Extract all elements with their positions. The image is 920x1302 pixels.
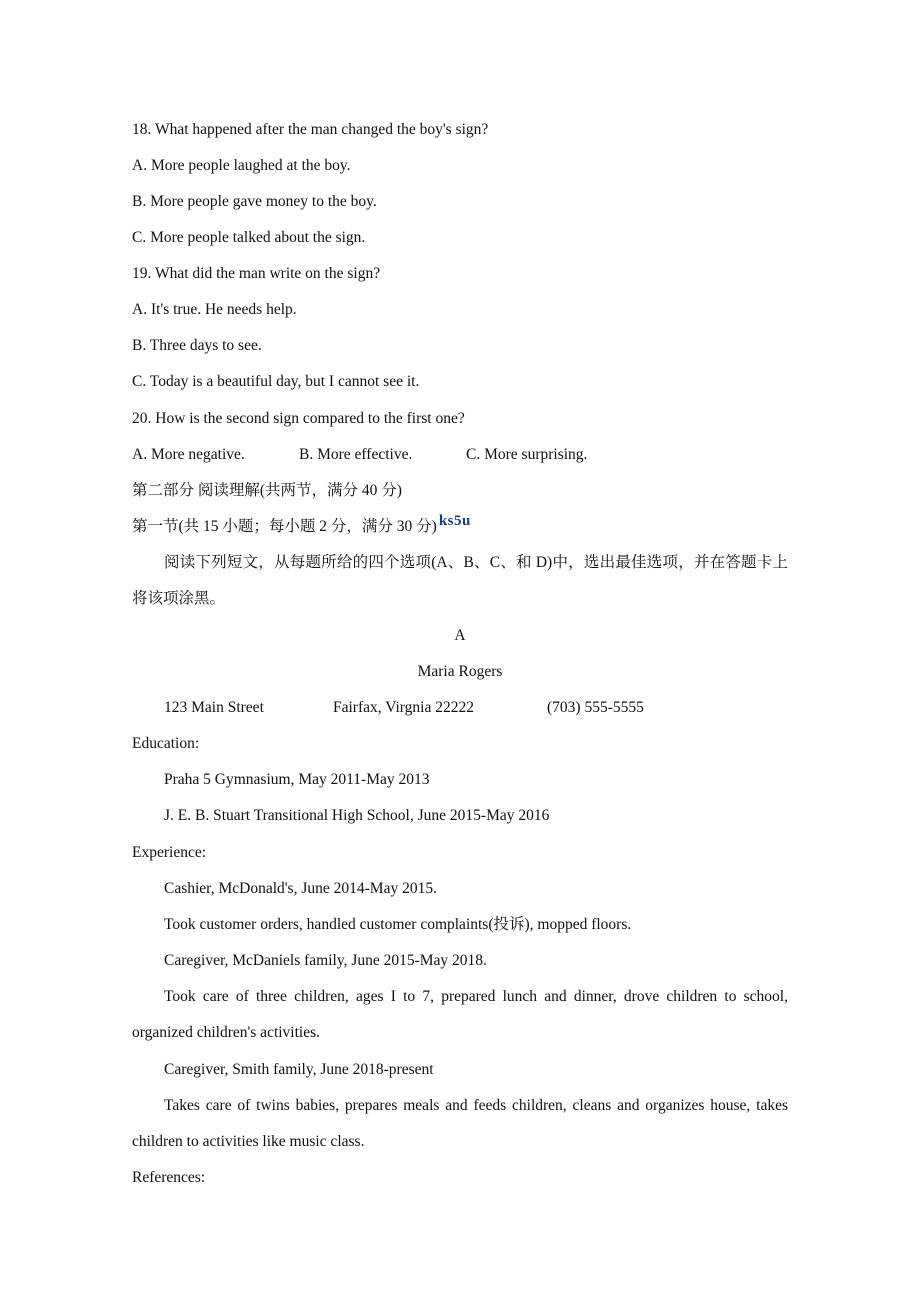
q19-option-a: A. It's true. He needs help. (132, 301, 297, 318)
experience-description: Takes care of twins babies, prepares meals and feeds children, cleans and organizes house, takes children to activities like music class. (132, 1097, 788, 1150)
q18-option-c: C. More people talked about the sign. (132, 229, 366, 246)
address-street: 123 Main Street (164, 699, 264, 716)
q20-option-a: A. More negative. (132, 446, 245, 463)
address-phone: (703) 555-5555 (547, 699, 644, 716)
passage-label: A (454, 627, 466, 644)
sub-title-line (132, 509, 471, 545)
resume-name: Maria Rogers (417, 663, 503, 680)
experience-title: Caregiver, McDaniels family, June 2015-May 2018. (164, 952, 487, 969)
q19-option-c: C. Today is a beautiful day, but I cannot see it. (132, 373, 420, 390)
q20-option-c: C. More surprising. (466, 446, 588, 463)
sub-title: 第一节(共 15 小题；每小题 2 分，满分 30 分) (132, 518, 437, 535)
ks5u-logo: ks5u (438, 513, 471, 529)
education-item: J. E. B. Stuart Transitional High School, June 2015-May 2016 (164, 807, 550, 824)
experience-title: Cashier, McDonald's, June 2014-May 2015. (164, 880, 437, 897)
education-item: Praha 5 Gymnasium, May 2011-May 2013 (164, 771, 430, 788)
experience-title: Caregiver, Smith family, June 2018-present (164, 1061, 434, 1078)
address-city: Fairfax, Virgnia 22222 (333, 699, 474, 716)
question-19: 19. What did the man write on the sign? (132, 265, 381, 282)
part-title: 第二部分 阅读理解(共两节，满分 40 分) (132, 482, 402, 499)
experience-description: Took care of three children, ages I to 7, prepared lunch and dinner, drove children to school, organized children's activities. (132, 988, 788, 1041)
q20-option-b: B. More effective. (299, 446, 413, 463)
q19-option-b: B. Three days to see. (132, 337, 262, 354)
references-heading: References: (132, 1169, 206, 1186)
q18-option-a: A. More people laughed at the boy. (132, 157, 351, 174)
instructions: 阅读下列短文，从每题所给的四个选项(A、B、C、和 D)中，选出最佳选项，并在答题卡上将该项涂黑。 (132, 554, 788, 607)
experience-heading: Experience: (132, 844, 207, 861)
education-heading: Education: (132, 735, 200, 752)
question-18: 18. What happened after the man changed the boy's sign? (132, 121, 489, 138)
experience-description: Took customer orders, handled customer complaints(投诉), mopped floors. (164, 916, 632, 933)
q18-option-b: B. More people gave money to the boy. (132, 193, 377, 210)
question-20: 20. How is the second sign compared to the first one? (132, 410, 465, 427)
